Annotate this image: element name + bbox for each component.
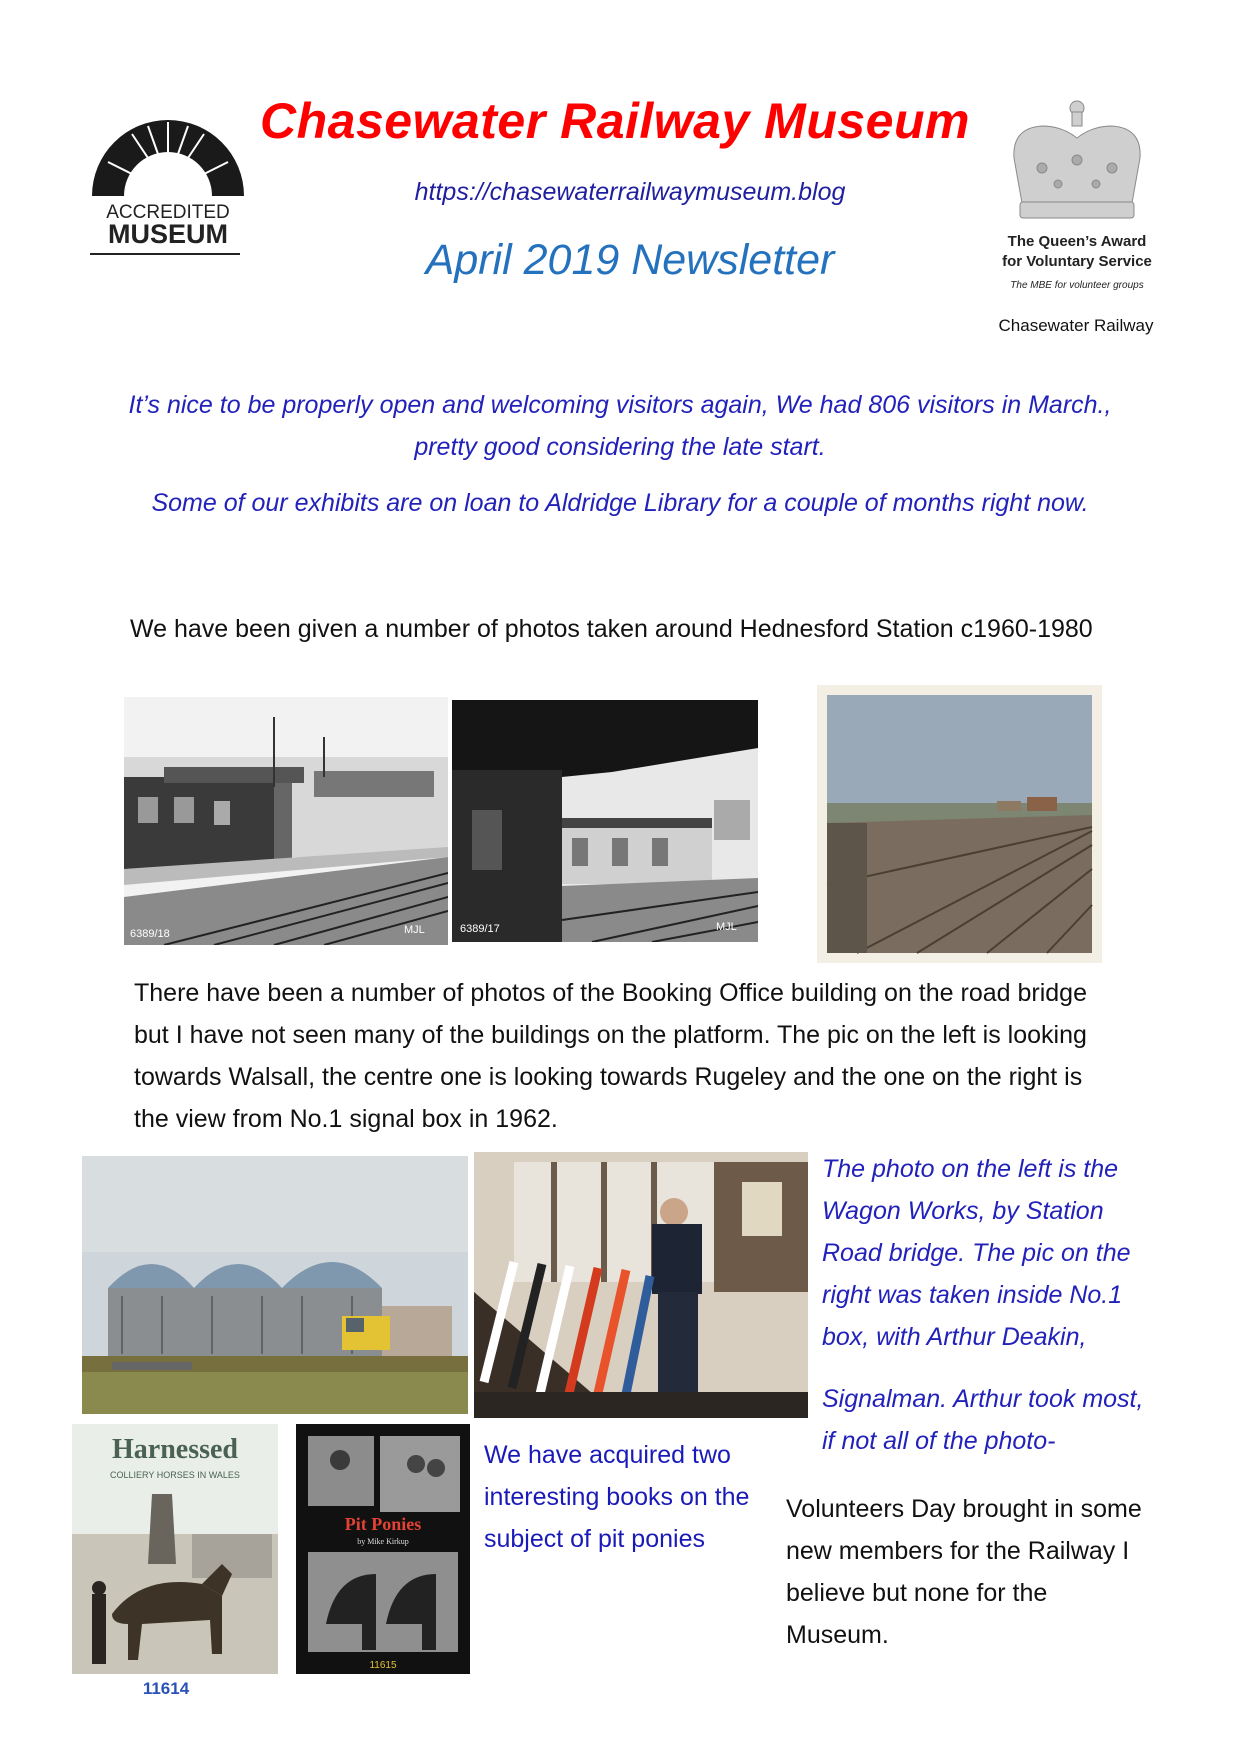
book-harnessed (72, 1424, 286, 1700)
photo-centre-mark: MJL (716, 921, 737, 933)
book-pit-ponies (296, 1424, 470, 1674)
photo-signal-box-view (817, 685, 1102, 963)
queens-line1: The Queen’s Award (1007, 233, 1147, 250)
queens-caption: Chasewater Railway (998, 316, 1154, 335)
book2-number: 11615 (369, 1660, 397, 1671)
queens-line2: for Voluntary Service (1002, 253, 1152, 270)
book1-title: Harnessed (112, 1434, 238, 1465)
volunteers-day-paragraph: Volunteers Day brought in some new members for the Railway I believe but none for the Museum. (786, 1495, 1142, 1649)
photos-description-paragraph: There have been a number of photos of the Booking Office building on the road bridge but I have not seen many of the buildings on the platform. The pic on the left is looking towards Walsall, the centre one is looking towards Rugeley and the one on the right is the view from No.1 signal box in 1962. (134, 979, 1087, 1133)
accredited-text: ACCREDITED (106, 202, 230, 223)
photo-station-walsall (124, 697, 448, 945)
intro-paragraph-2: Some of our exhibits are on loan to Aldridge Library for a couple of months right now. (151, 489, 1089, 517)
book1-number: 11614 (142, 1679, 190, 1698)
book2-title: Pit Ponies (344, 1514, 422, 1534)
photo-station-rugeley (452, 700, 758, 942)
photo-left-mark: MJL (404, 924, 425, 936)
newsletter-title: April 2019 Newsletter (425, 236, 835, 284)
crown-icon (1014, 101, 1140, 218)
museum-text: MUSEUM (108, 219, 228, 249)
books-paragraph: We have acquired two interesting books on the subject of pit ponies (484, 1441, 750, 1553)
intro-paragraph-1: It’s nice to be properly open and welcoming visitors again, We had 806 visitors in March., pretty good considering the late start. (128, 391, 1112, 461)
wagon-works-caption: The photo on the left is the Wagon Works, by Station Road bridge. The pic on the right was taken inside No.1 box, with Arthur Deakin, (822, 1155, 1131, 1351)
photo-left-label: 6389/18 (130, 928, 170, 940)
book1-subtitle: COLLIERY HORSES IN WALES (110, 1470, 240, 1480)
book2-author: by Mike Kirkup (357, 1537, 409, 1546)
accredited-museum-logo (88, 108, 248, 260)
photo-signal-box-interior (474, 1152, 808, 1418)
signalman-caption: Signalman. Arthur took most, if not all of the photo- (822, 1385, 1144, 1455)
photo-centre-label: 6389/17 (460, 923, 500, 935)
photos-intro-paragraph: We have been given a number of photos taken around Hednesford Station c1960-1980 (130, 615, 1093, 643)
page-title: Chasewater Railway Museum (260, 93, 970, 149)
queens-line3: The MBE for volunteer groups (1010, 280, 1144, 291)
photo-wagon-works (82, 1156, 468, 1414)
blog-link[interactable]: https://chasewaterrailwaymuseum.blog (414, 178, 846, 206)
queens-award-logo (992, 98, 1162, 308)
